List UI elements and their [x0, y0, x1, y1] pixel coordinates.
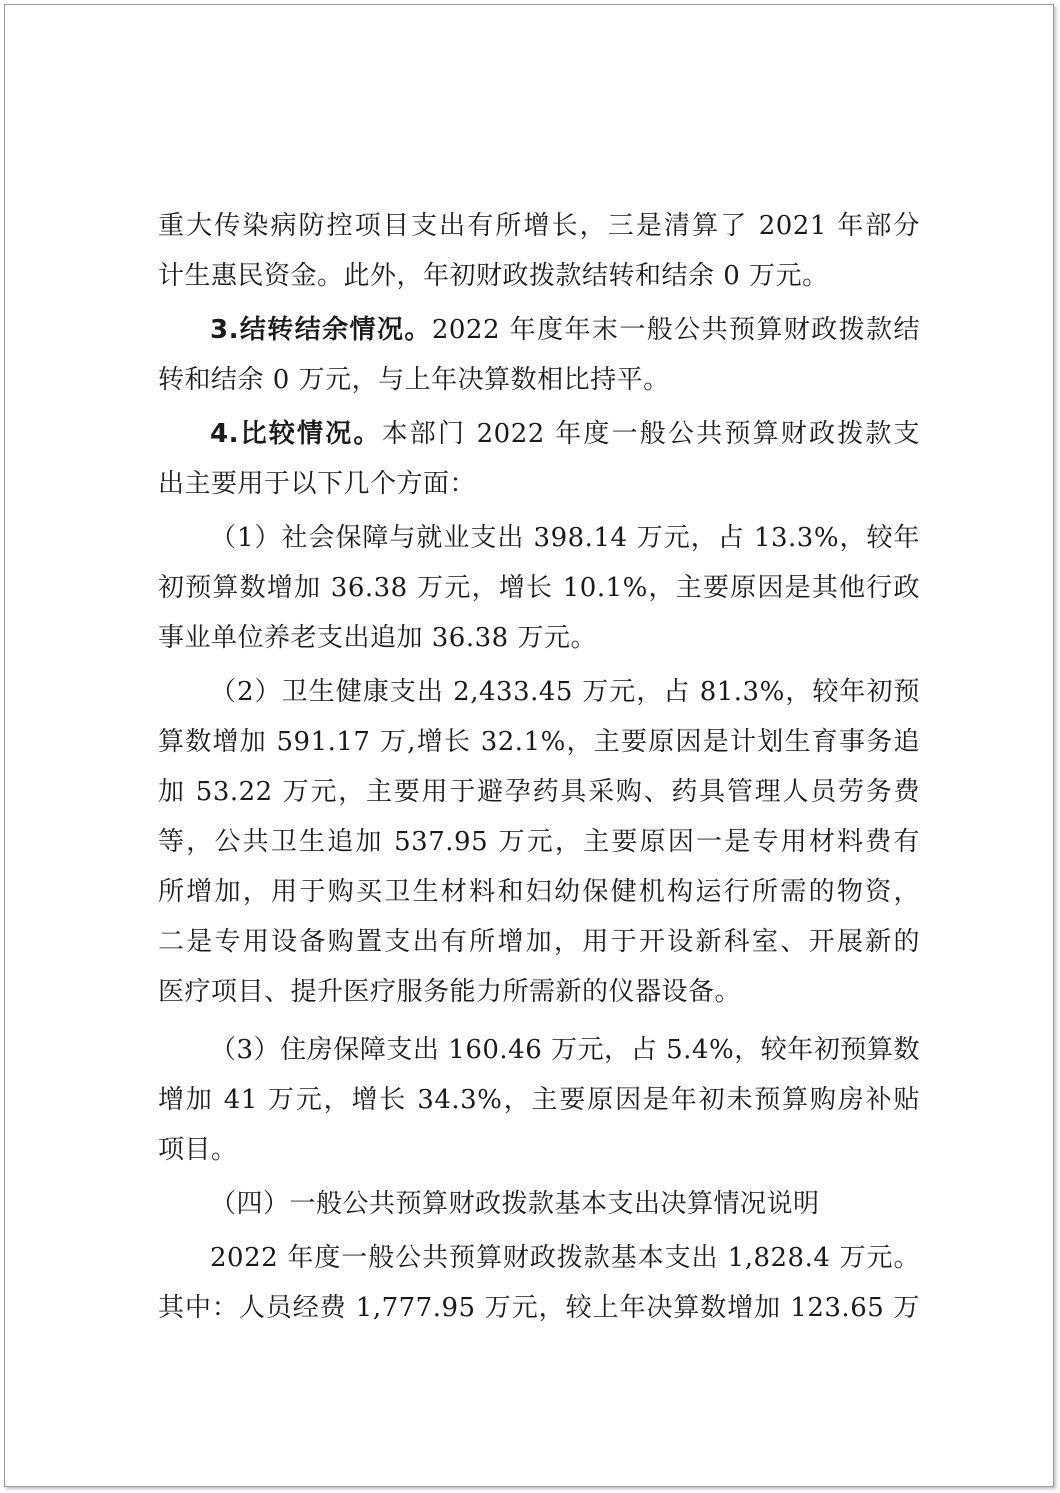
section-4-heading: 4.比较情况。: [210, 419, 382, 449]
text-line: 转和结余 0 万元，与上年决算数相比持平。: [158, 365, 670, 395]
text-line: 重大传染病防控项目支出有所增长，三是清算了 2021 年部分: [158, 211, 920, 241]
document-page: [4, 4, 1054, 1487]
text-line: 项目。: [158, 1135, 238, 1165]
text-line: 算数增加 591.17 万,增长 32.1%，主要原因是计划生育事务追: [158, 727, 920, 757]
section-iv-heading: （四）一般公共预算财政拨款基本支出决算情况说明: [210, 1189, 820, 1219]
document-body: [158, 201, 920, 1333]
item-2-line: （2）卫生健康支出 2,433.45 万元，占 81.3%，较年初预: [210, 677, 920, 707]
section-4-line-1: [158, 409, 920, 459]
section-3-line-1: [158, 305, 920, 355]
text-line: 等，公共卫生追加 537.95 万元，主要原因一是专用材料费有: [158, 827, 920, 857]
section-3-heading: 3.结转结余情况。: [210, 315, 432, 345]
text-fragment: 本部门 2022 年度一般公共预算财政拨款支: [381, 419, 921, 449]
text-line: 其中：人员经费 1,777.95 万元，较上年决算数增加 123.65 万: [158, 1293, 920, 1323]
text-line: 增加 41 万元，增长 34.3%，主要原因是年初未预算购房补贴: [158, 1085, 920, 1115]
text-line: 计生惠民资金。此外，年初财政拨款结转和结余 0 万元。: [158, 261, 829, 291]
text-line: 出主要用于以下几个方面：: [158, 469, 477, 499]
text-line: 医疗项目、提升医疗服务能力所需新的仪器设备。: [158, 977, 742, 1007]
text-line: 所增加，用于购买卫生材料和妇幼保健机构运行所需的物资，: [158, 877, 920, 907]
item-3-line: （3）住房保障支出 160.46 万元，占 5.4%，较年初预算数: [210, 1035, 920, 1065]
text-line: 加 53.22 万元，主要用于避孕药具采购、药具管理人员劳务费: [158, 777, 920, 807]
text-line: 二是专用设备购置支出有所增加，用于开设新科室、开展新的: [158, 927, 920, 957]
text-line: 2022 年度一般公共预算财政拨款基本支出 1,828.4 万元。: [210, 1243, 920, 1273]
text-line: 事业单位养老支出追加 36.38 万元。: [158, 623, 597, 653]
text-fragment: 2022 年度年末一般公共预算财政拨款结: [431, 315, 921, 345]
text-line: 初预算数增加 36.38 万元，增长 10.1%，主要原因是其他行政: [158, 573, 920, 603]
item-1-line: （1）社会保障与就业支出 398.14 万元，占 13.3%，较年: [210, 523, 920, 553]
